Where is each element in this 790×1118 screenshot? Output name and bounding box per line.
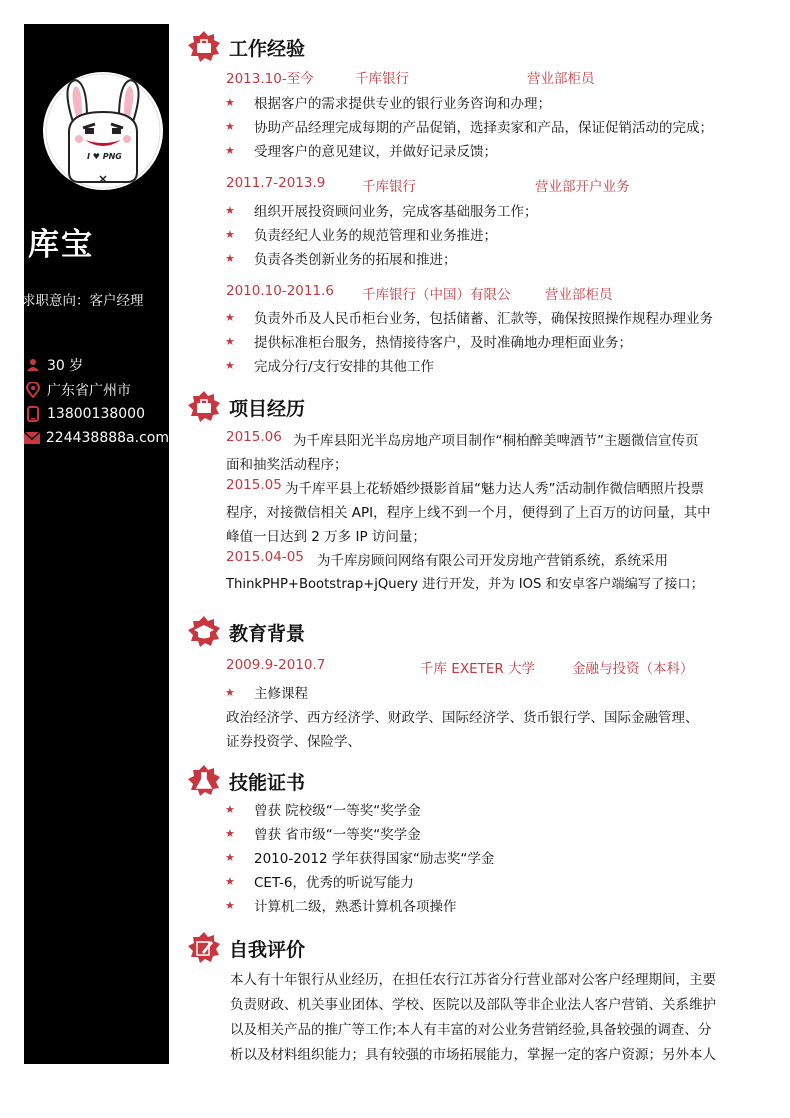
work-3-item-1: 负责外币及人民币柜台业务，包括储蓄、汇款等，确保按照操作规程办理业务 [254, 311, 713, 327]
section-work [188, 31, 305, 63]
edu-major: 金融与投资（本科） [572, 661, 694, 677]
email-text: 224438888a.com [45, 430, 169, 446]
briefcase-badge-icon [188, 31, 220, 63]
flask-badge-icon [188, 765, 220, 797]
section-title-education: 教育背景 [229, 622, 306, 645]
age-text: 30 岁 [47, 358, 84, 374]
project-1-line-1: 为千库县阳光半岛房地产项目制作“桐柏醉美啤酒节”主题微信宣传页 [293, 433, 699, 449]
work-2-item-2: 负责经纪人业务的规范管理和业务推进； [254, 228, 497, 244]
phone-text: 13800138000 [47, 406, 145, 422]
bunny-avatar-icon [43, 72, 163, 190]
project-2-line-3: 峰值一日达到 2 万多 IP 访问量； [226, 529, 426, 545]
edu-course-title: 主修课程 [254, 686, 308, 702]
project-2-line-1: 为千库平县上花轿婚纱摄影首届“魅力达人秀”活动制作微信晒照片投票 [285, 481, 704, 497]
star-icon: ★ [225, 827, 235, 840]
skill-1: 曾获 院校级“一等奖“奖学金 [254, 803, 421, 819]
edu-courses-line-2: 证券投资学、保险学、 [226, 734, 361, 750]
project-3-line-1: 为千库房顾问网络有限公司开发房地产营销系统，系统采用 [317, 553, 668, 569]
self-eval-line-2: 负责财政、机关事业团体、学校、医院以及部队等非企业法人客户营销、关系维护 [230, 997, 716, 1013]
project-3-line-2: ThinkPHP+Bootstrap+jQuery 进行开发，并为 IOS 和安卓客户端编写了接口； [226, 577, 704, 592]
person-icon [24, 356, 42, 374]
star-icon: ★ [225, 851, 235, 864]
star-icon: ★ [225, 228, 235, 241]
location-text: 广东省广州市 [47, 383, 131, 399]
work-1-company: 千库银行 [355, 71, 409, 87]
section-education [188, 616, 305, 648]
skill-3: 2010-2012 学年获得国家“励志奖“学金 [254, 851, 495, 867]
work-1-role: 营业部柜员 [527, 71, 595, 87]
edu-school: 千库 EXETER 大学 [420, 661, 536, 677]
avatar [43, 72, 163, 190]
pencil-badge-icon [188, 932, 220, 964]
work-1-item-1: 根据客户的需求提供专业的银行业务咨询和办理； [254, 96, 551, 112]
star-icon: ★ [225, 875, 235, 888]
candidate-name: 库宝 [28, 227, 94, 263]
star-icon: ★ [225, 686, 235, 699]
work-3-period: 2010.10-2011.6 [226, 283, 334, 299]
work-2-company: 千库银行 [362, 179, 416, 195]
location-pin-icon [24, 381, 42, 399]
work-3-company: 千库银行（中国）有限公 [362, 287, 511, 303]
work-1-item-2: 协助产品经理完成每期的产品促销，选择卖家和产品，保证促销活动的完成； [254, 120, 713, 136]
work-1-period: 2013.10-至今 [226, 71, 314, 87]
star-icon: ★ [225, 335, 235, 348]
work-3-item-2: 提供标准柜台服务，热情接待客户，及时准确地办理柜面业务； [254, 335, 632, 351]
avatar-caption: I ♥ PNG [87, 152, 122, 161]
contact-age [24, 354, 169, 376]
skill-2: 曾获 省市级“一等奖“奖学金 [254, 827, 421, 843]
phone-icon [24, 405, 42, 423]
star-icon: ★ [225, 204, 235, 217]
project-1-date: 2015.06 [226, 429, 282, 445]
work-2-period: 2011.7-2013.9 [226, 175, 326, 191]
star-icon: ★ [225, 311, 235, 324]
project-2-date: 2015.05 [226, 477, 282, 493]
project-3-date: 2015.04-05 [226, 549, 304, 565]
briefcase-badge-icon [188, 391, 220, 423]
work-3-item-3: 完成分行/支行安排的其他工作 [254, 359, 435, 375]
work-2-role: 营业部开户业务 [535, 179, 630, 195]
section-title-skills: 技能证书 [229, 771, 306, 794]
contact-phone[interactable] [24, 403, 169, 425]
section-skills [188, 765, 305, 797]
skill-5: 计算机二级，熟悉计算机各项操作 [254, 899, 457, 915]
work-2-item-3: 负责各类创新业务的拓展和推进； [254, 252, 457, 268]
job-intent: 求职意向：客户经理 [22, 293, 144, 309]
section-project [188, 391, 305, 423]
edu-courses-line-1: 政治经济学、西方经济学、财政学、国际经济学、货币银行学、国际金融管理、 [226, 710, 699, 726]
star-icon: ★ [225, 803, 235, 816]
project-1-line-2: 面和抽奖活动程序； [226, 457, 348, 473]
work-3-role: 营业部柜员 [545, 287, 613, 303]
contact-email[interactable] [24, 427, 169, 449]
section-title-project: 项目经历 [229, 397, 306, 420]
star-icon: ★ [225, 120, 235, 133]
section-title-work: 工作经验 [229, 37, 306, 60]
self-eval-line-1: 本人有十年银行从业经历，在担任农行江苏省分行营业部对公客户经理期间，主要 [230, 972, 716, 988]
graduation-cap-badge-icon [188, 616, 220, 648]
section-self [188, 932, 305, 964]
star-icon: ★ [225, 899, 235, 912]
work-2-item-1: 组织开展投资顾问业务，完成客基础服务工作； [254, 204, 538, 220]
project-2-line-2: 程序，对接微信相关 API，程序上线不到一个月，便得到了上百万的访问量，其中 [226, 505, 711, 521]
star-icon: ★ [225, 359, 235, 372]
self-eval-line-3: 以及相关产品的推广等工作;本人有丰富的对公业务营销经验,具备较强的调查、分 [230, 1022, 712, 1038]
skill-4: CET-6，优秀的听说写能力 [254, 875, 414, 891]
work-1-item-3: 受理客户的意见建议，并做好记录反馈； [254, 144, 497, 160]
star-icon: ★ [225, 252, 235, 265]
contact-location [24, 379, 169, 401]
edu-period: 2009.9-2010.7 [226, 657, 326, 673]
mail-icon [24, 429, 41, 447]
section-title-self: 自我评价 [229, 938, 306, 961]
star-icon: ★ [225, 96, 235, 109]
star-icon: ★ [225, 144, 235, 157]
self-eval-line-4: 析以及材料组织能力；具有较强的市场拓展能力，掌握一定的客户资源；另外本人 [230, 1047, 716, 1063]
